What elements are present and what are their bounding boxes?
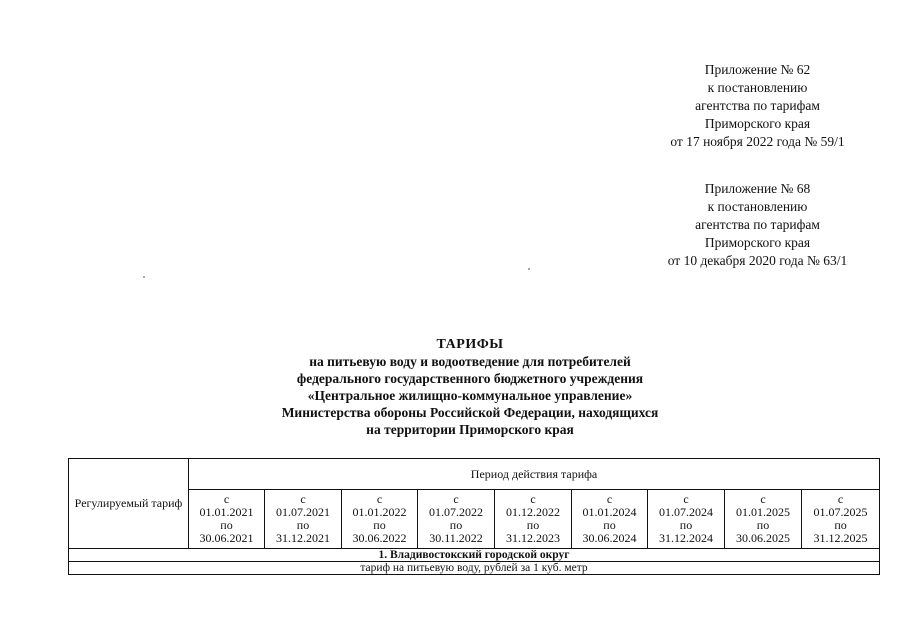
annex-number: Приложение № 62 xyxy=(704,62,811,77)
period-cell xyxy=(418,490,495,549)
regulated-tariff-header: Регулируемый тариф xyxy=(69,459,189,549)
period-to-label: по xyxy=(526,518,540,532)
period-from-date: 01.01.2025 xyxy=(736,505,790,519)
period-from-label: с xyxy=(376,492,383,506)
period-to-date: 31.12.2024 xyxy=(659,531,713,545)
period-to-date: 30.06.2024 xyxy=(582,531,637,545)
tariff-table xyxy=(68,458,880,575)
annex-date-line: от 17 ноября 2022 года № 59/1 xyxy=(670,134,845,149)
period-from-label: с xyxy=(606,492,613,506)
title-line: Министерства обороны Российской Федерации, находящихся xyxy=(281,405,659,420)
period-to-date: 31.12.2023 xyxy=(506,531,560,545)
period-columns-row xyxy=(69,490,880,549)
period-from-label: с xyxy=(223,492,230,506)
title-line: федерального государственного бюджетного учреждения xyxy=(296,371,644,386)
period-cell xyxy=(265,490,342,549)
period-from-date: 01.01.2022 xyxy=(352,505,407,519)
period-to-date: 30.06.2021 xyxy=(199,531,254,545)
period-cell xyxy=(495,490,572,549)
section-row xyxy=(69,549,880,562)
period-to-label: по xyxy=(220,518,233,532)
period-cell xyxy=(189,490,265,549)
period-cell xyxy=(802,490,880,549)
period-cell xyxy=(648,490,725,549)
annex-68-header xyxy=(650,180,865,270)
subsection-row xyxy=(69,562,880,575)
scan-speck xyxy=(528,268,530,270)
period-from-date: 01.07.2024 xyxy=(659,505,713,519)
period-from-date: 01.07.2021 xyxy=(276,505,330,519)
period-to-label: по xyxy=(449,518,463,532)
period-header: Период действия тарифа xyxy=(189,459,880,490)
period-to-label: по xyxy=(679,518,693,532)
title-line: на питьевую воду и водоотведение для потребителей xyxy=(309,354,631,369)
period-to-date: 30.11.2022 xyxy=(429,531,483,545)
period-to-date: 31.12.2025 xyxy=(813,531,868,545)
title-line: на территории Приморского края xyxy=(366,422,574,437)
annex-line: Приморского края xyxy=(704,235,811,250)
section-title: 1. Владивостокский городской округ xyxy=(69,549,880,562)
period-from-date: 01.07.2025 xyxy=(813,505,868,519)
period-cell xyxy=(725,490,802,549)
period-cell xyxy=(342,490,418,549)
period-from-label: с xyxy=(530,492,536,506)
period-to-label: по xyxy=(756,518,770,532)
period-from-label: с xyxy=(760,492,766,506)
table-header-row xyxy=(69,459,880,490)
period-to-label: по xyxy=(834,518,847,532)
period-to-label: по xyxy=(603,518,616,532)
period-from-date: 01.07.2022 xyxy=(429,505,483,519)
document-title xyxy=(200,336,740,438)
period-from-label: с xyxy=(683,492,689,506)
period-to-date: 30.06.2025 xyxy=(736,531,790,545)
title-heading: ТАРИФЫ xyxy=(436,337,504,352)
period-to-date: 31.12.2021 xyxy=(276,531,330,545)
annex-line: агентства по тарифам xyxy=(695,98,820,113)
period-from-label: с xyxy=(300,492,306,506)
period-from-date: 01.01.2024 xyxy=(582,505,637,519)
subsection-title: тариф на питьевую воду, рублей за 1 куб. метр xyxy=(69,562,880,575)
annex-line: к постановлению xyxy=(707,199,808,214)
annex-line: агентства по тарифам xyxy=(695,217,820,232)
period-to-date: 30.06.2022 xyxy=(352,531,407,545)
scan-speck xyxy=(143,276,145,278)
annex-62-header xyxy=(650,61,865,151)
period-from-label: с xyxy=(453,492,459,506)
annex-number: Приложение № 68 xyxy=(704,181,811,196)
title-line: «Центральное жилищно-коммунальное управление» xyxy=(307,388,633,403)
period-from-date: 01.12.2022 xyxy=(506,505,560,519)
period-from-date: 01.01.2021 xyxy=(199,505,254,519)
annex-line: к постановлению xyxy=(707,80,808,95)
period-to-label: по xyxy=(373,518,386,532)
period-to-label: по xyxy=(296,518,310,532)
annex-line: Приморского края xyxy=(704,116,811,131)
annex-date-line: от 10 декабря 2020 года № 63/1 xyxy=(667,253,848,268)
period-cell xyxy=(572,490,648,549)
period-from-label: с xyxy=(837,492,844,506)
